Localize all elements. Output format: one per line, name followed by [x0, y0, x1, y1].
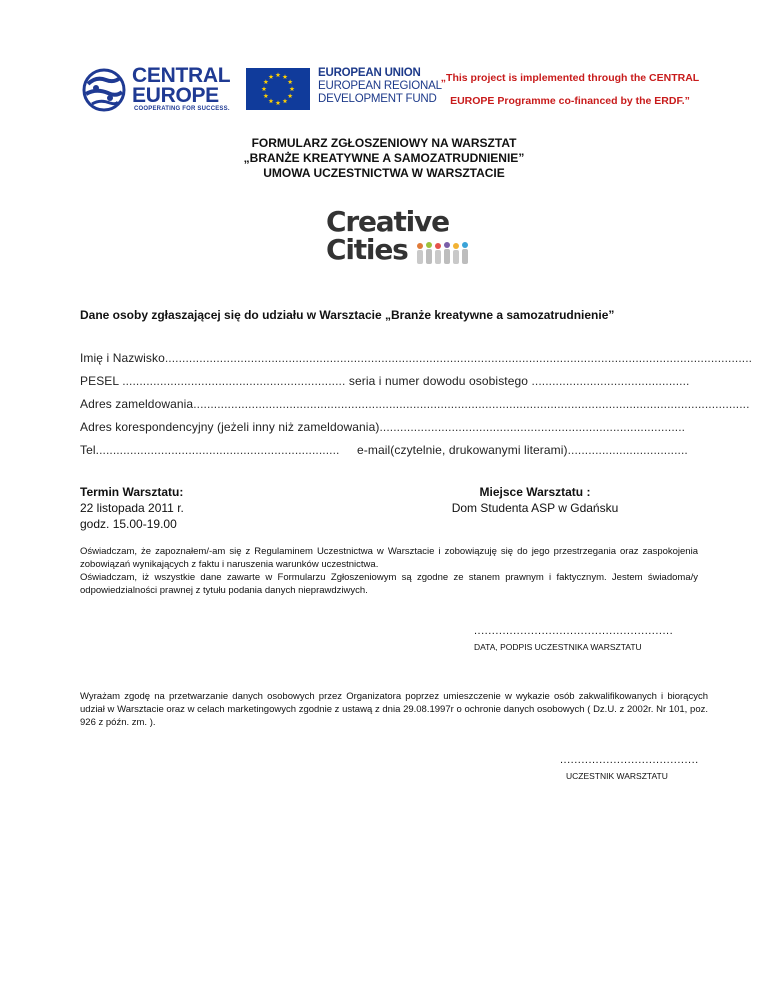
declarations: [80, 545, 698, 597]
term-time: godz. 15.00-19.00: [80, 517, 177, 531]
data-processing-consent: Wyrażam zgodę na przetwarzanie danych osobowych przez Organizatora poprzez umieszczenie w wykazie osób zakwalifikowanych i biorących udział w Warsztacie oraz w celach marketingowych zgodnie z ustawą z dnia 29.08.1997r o ochronie danych osobowych ( Dz.U. z 2002r. Nr 101, poz. 926 z późn. zm. ).: [80, 691, 708, 728]
eu-flag-icon: [246, 68, 310, 110]
participant-signature-label: DATA, PODPIS UCZESTNIKA WARSZTATU: [474, 642, 642, 652]
central-europe-tagline: COOPERATING FOR SUCCESS.: [134, 106, 230, 112]
section-heading: Dane osoby zgłaszającej się do udziału w Warsztacie „Branże kreatywne a samozatrudnienie”: [80, 308, 615, 322]
agreement-title: UMOWA UCZESTNICTWA W WARSZTACIE: [263, 166, 505, 180]
project-quote-line1: „This project is implemented through the CENTRAL: [440, 72, 700, 84]
eu-logo-line2: EUROPEAN REGIONAL: [318, 80, 442, 92]
correspondence-input-line[interactable]: .........................................................................................: [379, 420, 686, 434]
consent-signature-line[interactable]: .......................................: [560, 754, 699, 766]
participant-signature-line[interactable]: ........................................................: [474, 625, 674, 637]
email-label: e-mail(czytelnie, drukowanymi literami): [357, 443, 568, 457]
people-figures-icon: [416, 242, 472, 264]
eu-logo-line1: EUROPEAN UNION: [318, 67, 421, 79]
globe-icon: [80, 68, 128, 112]
name-label: Imię i Nazwisko: [80, 351, 165, 365]
name-input-line[interactable]: ...........................................................................................................................................................................: [164, 351, 753, 365]
central-europe-logo: [80, 66, 232, 112]
project-quote-line2: EUROPE Programme co-financed by the ERDF.”: [450, 95, 690, 107]
place-value: Dom Studenta ASP w Gdańsku: [451, 501, 619, 515]
correspondence-label: Adres korespondencyjny (jeżeli inny niż zameldowania): [80, 420, 380, 434]
form-titles: [0, 136, 768, 181]
workshop-title: „BRANŻE KREATYWNE A SAMOZATRUDNIENIE”: [243, 151, 525, 165]
pesel-input-line[interactable]: .................................................................: [122, 374, 346, 388]
place-label: Miejsce Warsztatu :: [479, 485, 591, 499]
address-field[interactable]: [80, 397, 750, 411]
correspondence-field[interactable]: [80, 420, 685, 434]
address-input-line[interactable]: ..................................................................................................................................................................: [193, 397, 750, 411]
creative-cities-logo-line2: Cities: [326, 233, 408, 266]
email-field[interactable]: [357, 443, 688, 457]
declaration-rules: Oświadczam, że zapoznałem/-am się z Regulaminem Uczestnictwa w Warsztacie i zobowiązuję się do jego przestrzegania oraz zaspokojenia zobowiązań wynikających z faktu i naruszenia warunków uczestnictwa.: [80, 546, 698, 570]
creative-cities-logo-line1: Creative: [326, 205, 449, 238]
creative-cities-logo: [326, 205, 486, 268]
central-europe-logo-line1: CENTRAL: [132, 64, 231, 87]
address-label: Adres zameldowania: [80, 397, 194, 411]
pesel-label: PESEL: [80, 374, 119, 388]
tel-input-line[interactable]: ......................................................................: [99, 443, 340, 457]
term-date: 22 listopada 2011 r.: [80, 501, 184, 515]
term-label: Termin Warsztatu:: [80, 485, 184, 499]
declaration-data: Oświadczam, iż wszystkie dane zawarte w Formularzu Zgłoszeniowym są zgodne ze stanem prawnym i faktycznym. Jestem świadoma/y odpowiedzialności prawnej z tytułu podania danych nieprawdziwych.: [80, 572, 698, 596]
name-field[interactable]: [80, 351, 752, 365]
tel-field[interactable]: [80, 443, 339, 457]
pesel-field[interactable]: [80, 374, 689, 388]
central-europe-logo-line2: EUROPE: [132, 84, 219, 107]
email-input-line[interactable]: ...................................: [567, 443, 688, 457]
eu-logo-line3: DEVELOPMENT FUND: [318, 93, 437, 105]
form-title: FORMULARZ ZGŁOSZENIOWY NA WARSZTAT: [251, 136, 517, 150]
tel-label: Tel.: [80, 443, 100, 457]
consent-signature-label: UCZESTNIK WARSZTATU: [566, 771, 668, 781]
id-number-label: seria i numer dowodu osobistego: [348, 374, 529, 388]
id-number-input-line[interactable]: ..............................................: [531, 374, 690, 388]
